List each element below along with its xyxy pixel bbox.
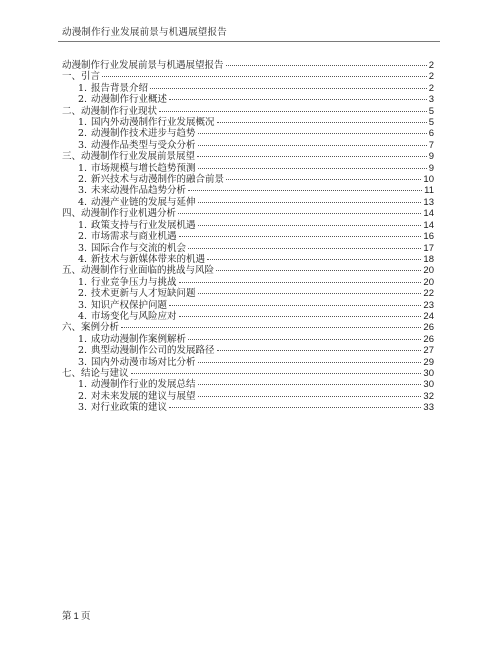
toc-dot-leader xyxy=(169,305,421,306)
toc-page-number: 9 xyxy=(428,151,434,163)
toc-item-title: 典型动漫制作公司的发展路径 xyxy=(91,345,215,357)
toc-item-number: 1. xyxy=(78,276,88,288)
toc-item-number: 1. xyxy=(78,82,88,94)
toc-item-title: 动漫作品类型与受众分析 xyxy=(91,139,196,151)
toc-item-title: 新兴技术与动漫制作的融合前景 xyxy=(91,174,225,186)
toc-item-number: 4. xyxy=(78,310,88,322)
toc-dot-leader xyxy=(198,362,422,363)
toc-page-number: 14 xyxy=(423,219,434,231)
toc-page-number: 24 xyxy=(423,310,434,322)
toc-dot-leader xyxy=(198,396,422,397)
toc-page-number: 26 xyxy=(423,322,434,334)
toc-subsection[interactable] xyxy=(62,128,434,139)
toc-page-number: 30 xyxy=(423,379,434,391)
toc-item-title: 国际合作与交流的机会 xyxy=(91,242,187,254)
toc-dot-leader xyxy=(121,327,421,328)
toc-dot-leader xyxy=(198,145,427,146)
toc-item-title: 对行业政策的建议 xyxy=(91,402,168,414)
toc-dot-leader xyxy=(131,373,422,374)
toc-page-number: 14 xyxy=(423,208,434,220)
toc-page-number: 2 xyxy=(428,82,434,94)
toc-subsection[interactable] xyxy=(62,197,434,208)
toc-dot-leader xyxy=(207,259,421,260)
toc-item-title: 四、动漫制作行业机遇分析 xyxy=(62,208,177,220)
toc-subsection[interactable] xyxy=(62,277,434,288)
toc-subsection[interactable] xyxy=(62,345,434,356)
toc-subsection[interactable] xyxy=(62,357,434,368)
toc-subsection[interactable] xyxy=(62,243,434,254)
toc-dot-leader xyxy=(217,122,427,123)
toc-page-number: 5 xyxy=(428,105,434,117)
toc-page-number: 13 xyxy=(423,196,434,208)
toc-section[interactable] xyxy=(62,265,434,276)
toc-item-number: 1. xyxy=(78,333,88,345)
toc-dot-leader xyxy=(198,202,422,203)
toc-page-number: 33 xyxy=(423,402,434,414)
running-header-title: 动漫制作行业发展前景与机遇展望报告 xyxy=(62,27,227,38)
toc-item-number: 2. xyxy=(78,174,88,186)
toc-item-title: 报告背景介绍 xyxy=(91,82,149,94)
toc-page-number: 27 xyxy=(423,345,434,357)
toc-page-number: 23 xyxy=(423,299,434,311)
toc-page-number: 32 xyxy=(423,390,434,402)
toc-dot-leader xyxy=(188,248,421,249)
toc-subsection[interactable] xyxy=(62,83,434,94)
toc-item-number: 2. xyxy=(78,94,88,106)
toc-page-number: 10 xyxy=(423,174,434,186)
toc-item-title: 六、案例分析 xyxy=(62,322,120,334)
toc-subsection[interactable] xyxy=(62,185,434,196)
toc-item-title: 市场规模与增长趋势预测 xyxy=(91,162,196,174)
toc-section[interactable] xyxy=(62,151,434,162)
toc-dot-leader xyxy=(216,270,421,271)
toc-item-title: 二、动漫制作行业现状 xyxy=(62,105,158,117)
toc-subsection[interactable] xyxy=(62,311,434,322)
toc-item-title: 行业竞争压力与挑战 xyxy=(91,276,177,288)
toc-section[interactable] xyxy=(62,106,434,117)
toc-item-title: 未来动漫作品趋势分析 xyxy=(91,185,187,197)
toc-item-number: 1. xyxy=(78,162,88,174)
toc-item-number: 3. xyxy=(78,185,88,197)
toc-dot-leader xyxy=(198,168,427,169)
toc-subsection[interactable] xyxy=(62,140,434,151)
toc-page-number: 29 xyxy=(423,356,434,368)
toc-dot-leader xyxy=(178,213,421,214)
toc-subsection[interactable] xyxy=(62,117,434,128)
toc-page-number: 20 xyxy=(423,276,434,288)
toc-page-number: 17 xyxy=(423,242,434,254)
toc-item-number: 3. xyxy=(78,242,88,254)
toc-item-number: 1. xyxy=(78,219,88,231)
toc-page-number: 16 xyxy=(423,231,434,243)
toc-item-title: 一、引言 xyxy=(62,71,101,83)
toc-section[interactable] xyxy=(62,71,434,82)
toc-subsection[interactable] xyxy=(62,163,434,174)
toc-page-number: 6 xyxy=(428,128,434,140)
toc-item-title: 国内外动漫制作行业发展概况 xyxy=(91,117,215,129)
footer-page-number: 1 xyxy=(73,611,79,622)
toc-item-number: 2. xyxy=(78,345,88,357)
toc-item-number: 2. xyxy=(78,390,88,402)
toc-page-number: 20 xyxy=(423,265,434,277)
page-footer xyxy=(62,608,90,622)
toc-dot-leader xyxy=(226,179,421,180)
toc-dot-leader xyxy=(198,384,422,385)
toc-subsection[interactable] xyxy=(62,220,434,231)
footer-prefix: 第 xyxy=(62,611,72,622)
toc-page-number: 7 xyxy=(428,139,434,151)
toc-dot-leader xyxy=(226,65,427,66)
toc-item-number: 3. xyxy=(78,299,88,311)
toc-dot-leader xyxy=(159,111,427,112)
toc-page-number: 3 xyxy=(428,94,434,106)
toc-item-title: 知识产权保护问题 xyxy=(91,299,168,311)
toc-section[interactable] xyxy=(62,368,434,379)
toc-item-title: 政策支持与行业发展机遇 xyxy=(91,219,196,231)
toc-subsection[interactable] xyxy=(62,174,434,185)
footer-suffix: 页 xyxy=(80,611,91,622)
toc-dot-leader xyxy=(179,316,422,317)
toc-page-number: 2 xyxy=(428,71,434,83)
toc-item-title: 动漫制作技术进步与趋势 xyxy=(91,128,196,140)
toc-subsection[interactable] xyxy=(62,391,434,402)
toc-subsection[interactable] xyxy=(62,379,434,390)
toc-dot-leader xyxy=(169,99,427,100)
toc-item-number: 1. xyxy=(78,117,88,129)
toc-item-number: 3. xyxy=(78,402,88,414)
toc-dot-leader xyxy=(188,339,421,340)
toc-dot-leader xyxy=(169,407,421,408)
toc-item-number: 2. xyxy=(78,128,88,140)
toc-dot-leader xyxy=(188,190,422,191)
toc-dot-leader xyxy=(217,350,422,351)
toc-dot-leader xyxy=(179,282,422,283)
toc-page-number: 26 xyxy=(423,333,434,345)
toc-dot-leader xyxy=(198,293,422,294)
toc-dot-leader xyxy=(150,88,427,89)
toc-item-title: 动漫制作行业发展前景与机遇展望报告 xyxy=(62,60,224,71)
toc-item-title: 市场变化与风险应对 xyxy=(91,310,177,322)
toc-item-title: 动漫制作行业的发展总结 xyxy=(91,379,196,391)
table-of-contents xyxy=(62,60,434,414)
toc-item-number: 4. xyxy=(78,253,88,265)
toc-item-title: 对未来发展的建议与展望 xyxy=(91,390,196,402)
toc-subsection[interactable] xyxy=(62,94,434,105)
toc-item-number: 2. xyxy=(78,231,88,243)
toc-item-title: 成功动漫制作案例解析 xyxy=(91,333,187,345)
toc-page-number: 30 xyxy=(423,367,434,379)
toc-section[interactable] xyxy=(62,208,434,219)
toc-item-title: 七、结论与建议 xyxy=(62,367,129,379)
toc-item-title: 新技术与新媒体带来的机遇 xyxy=(91,253,206,265)
toc-subsection[interactable] xyxy=(62,254,434,265)
toc-page-number: 5 xyxy=(428,117,434,129)
toc-subsection[interactable] xyxy=(62,300,434,311)
toc-item-number: 4. xyxy=(78,196,88,208)
toc-subsection[interactable] xyxy=(62,231,434,242)
toc-dot-leader xyxy=(102,76,427,77)
toc-subsection[interactable] xyxy=(62,334,434,345)
toc-item-title: 动漫产业链的发展与延伸 xyxy=(91,196,196,208)
toc-item-title: 国内外动漫市场对比分析 xyxy=(91,356,196,368)
toc-item-number: 1. xyxy=(78,379,88,391)
toc-subsection[interactable] xyxy=(62,288,434,299)
toc-page-number: 18 xyxy=(423,253,434,265)
toc-page-number: 2 xyxy=(428,60,434,71)
toc-item-title: 技术更新与人才短缺问题 xyxy=(91,288,196,300)
toc-section[interactable] xyxy=(62,322,434,333)
toc-item-title: 三、动漫制作行业发展前景展望 xyxy=(62,151,196,163)
toc-page-number: 11 xyxy=(424,185,434,197)
toc-item-number: 2. xyxy=(78,288,88,300)
toc-page-number: 22 xyxy=(423,288,434,300)
toc-item-title: 市场需求与商业机遇 xyxy=(91,231,177,243)
toc-dot-leader xyxy=(197,156,427,157)
header-divider xyxy=(58,41,440,42)
toc-item-number: 3. xyxy=(78,139,88,151)
toc-dot-leader xyxy=(179,236,422,237)
toc-item-number: 3. xyxy=(78,356,88,368)
toc-dot-leader xyxy=(198,225,422,226)
toc-item-title: 动漫制作行业概述 xyxy=(91,94,168,106)
toc-page-number: 9 xyxy=(428,162,434,174)
toc-section[interactable] xyxy=(62,60,434,71)
toc-subsection[interactable] xyxy=(62,402,434,413)
toc-dot-leader xyxy=(198,133,427,134)
toc-item-title: 五、动漫制作行业面临的挑战与风险 xyxy=(62,265,215,277)
